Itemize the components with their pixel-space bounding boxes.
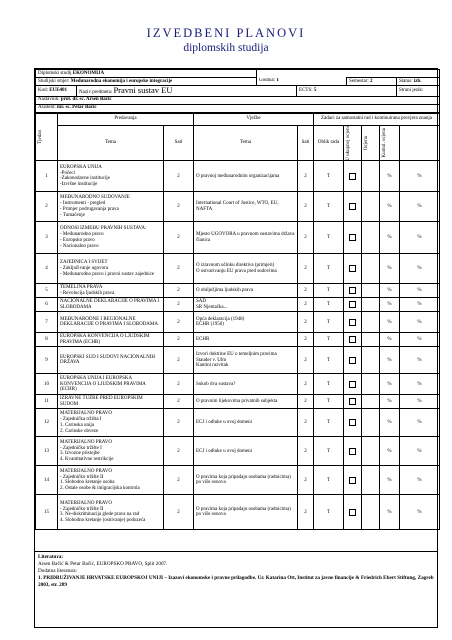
col-exercise-topic: Tema [194,125,298,161]
status-value: izb. [413,78,422,84]
colloquium-cell: % [417,357,422,363]
checkbox-icon [349,319,356,326]
exercise-hours-cell: 2 [304,266,307,272]
exercise-hours-cell: 2 [304,302,307,308]
checkbox-icon [349,419,356,426]
plan-form [34,68,438,552]
col-lecture-topic: Tema [58,125,164,161]
code-label: Kod: [38,88,48,93]
empty-cell [362,374,380,395]
literature-additional-label: Dodatna literatura: [38,568,78,575]
lecture-topic-cell: MEĐUNARODNE I REGIONALNE DEKLARACIJE O PRAVIMA I SLOBODAMA [60,316,158,328]
exercise-topic-cell: Izvori doktrine EU o temeljnim pravima Stauder v. Ulm Kantini razvitak [196,351,277,369]
col-lecture-hours: Sati [164,125,194,161]
col-exercise-hours: Sati [298,125,314,161]
table-row [36,347,440,374]
exercise-hours-cell: 2 [304,381,307,387]
assistant-value: mr. sc. Petar Bačić [57,105,97,111]
literature-main: Arsen Bačić & Petar Bačić, EUROPSKO PRAVO, Split 2007. [38,561,168,568]
form-cell: T [326,420,331,426]
col-exercises: Vježbe [194,113,314,125]
col-lectures: Predavanja [58,113,194,125]
empty-cell [362,284,380,298]
week-cell: 15 [44,509,49,515]
exercise-topic-cell: O pravnim lijekovima privatnih subjekta [196,399,278,405]
col-form: Oblik rada [314,125,344,161]
share-cell: % [387,337,392,343]
lecture-hours-cell: 2 [177,319,180,325]
table-row [36,437,440,466]
share-cell: % [387,173,392,179]
lecture-hours-cell: 2 [177,337,180,343]
share-cell: % [387,357,392,363]
lecture-topic-cell: MATERIJALNO PRAVO - Zajedničko tržište II 1. Slobodno kretanje osoba 2. Ostale osobe & imigracijska kontrola [60,468,140,492]
teacher-value: prof. dr. sc. Arsen Bačić [60,97,112,103]
col-grading: Ocjena [364,136,370,151]
exercise-topic-cell: ECHR [196,337,210,343]
week-cell: 9 [45,357,48,363]
form-cell: T [326,448,331,454]
form-cell: T [326,235,331,241]
week-cell: 6 [45,302,48,308]
empty-cell [362,495,380,530]
lecture-hours-cell: 2 [177,173,180,179]
lecture-topic-cell: NACIONALNE DEKLARACIJE O PRAVIMA I SLOBODAMA [60,299,160,310]
exercise-topic-cell: SAD SR Njemačka... [196,299,228,310]
week-cell: 5 [45,288,48,294]
literature-additional: 1. PRIDRUŽIVANJE HRVATSKE EUROPSKOJ UNIJI – Izazovi ekonomske i pravne prilagodbe. Ur. Katarina Ott, Institut za javne financije & Friedrich Ebert Stiftung, Zagreb 2003, str. 289 [38,575,434,589]
literature-section [34,552,438,628]
table-row [36,495,440,530]
share-cell: % [387,288,392,294]
empty-cell [362,437,380,466]
ects-value: 5 [313,88,317,93]
form-cell: T [326,399,331,405]
form-cell: T [326,302,331,308]
table-row [36,254,440,284]
semester-value: 2 [369,78,373,84]
table-row [36,312,440,333]
lecture-hours-cell: 2 [177,288,180,294]
colloquium-cell: % [417,420,422,426]
checkbox-icon [349,234,356,241]
exercise-topic-cell: ECJ i odluke u ovoj domeni [196,448,252,454]
lecture-hours-cell: 2 [177,448,180,454]
year-label: Godina: [259,78,276,84]
exercise-hours-cell: 2 [304,204,307,210]
table-row [36,395,440,409]
lecture-hours-cell: 2 [177,266,180,272]
checkbox-icon [349,398,356,405]
exercise-hours-cell: 2 [304,173,307,179]
table-row [36,222,440,254]
literature-label: Literatura: [38,554,64,560]
week-cell: 12 [44,420,49,426]
lecture-hours-cell: 2 [177,204,180,210]
lecture-topic-cell: MEĐUNARODNO SUDOVANJE - Instrumenti - pregled - Primjer podrugavanja prava - Tumačenje [60,195,130,218]
table-row [36,374,440,395]
colloquium-cell: % [417,204,422,210]
share-cell: % [387,302,392,308]
empty-cell [362,347,380,374]
checkbox-icon [349,357,356,364]
checkbox-icon [349,448,356,455]
week-cell: 11 [44,399,49,405]
exercise-topic-cell: O obilježjima ljudskih prava [196,288,254,294]
colloquium-cell: % [417,477,422,483]
lecture-topic-cell: EUROPSKA UNIJA I EUROPSKA KONVENCIJA O LJUDSKIM PRAVIMA (ECHR) [60,375,146,393]
week-cell: 4 [45,266,48,272]
direction-value: Međunarodna ekonomija i europske integracije [70,78,173,84]
share-cell: % [387,448,392,454]
lecture-topic-cell: IZRAVNE TUŽBE PRED EUROPSKIM SUDOM [60,396,143,407]
week-cell: 13 [44,448,49,454]
checkbox-icon [349,301,356,308]
exercise-hours-cell: 2 [304,420,307,426]
study-value: EKONOMIJA [72,70,105,76]
lecture-topic-cell: ZAJEDNICA I SVIJET - Zaključivanje ugovora - Međunarodno pravo i pravni sustav zajednice [60,260,155,277]
empty-cell [362,222,380,254]
week-cell: 3 [45,235,48,241]
checkbox-icon [349,477,356,484]
semester-label: Semestar: [349,78,369,84]
course-value: Pravni sustav EU [113,85,173,95]
colloquium-cell: % [417,448,422,454]
empty-cell [362,466,380,495]
empty-cell [362,254,380,284]
page-title: IZVEDBENI PLANOVI [146,26,306,40]
checkbox-icon [349,381,356,388]
exercise-topic-cell: ECJ i odluke u ovoj domeni [196,420,252,426]
exercise-topic-cell: Opća deklaracija (1948) ECHR (1950) [196,316,245,328]
header-table [35,69,440,113]
exercise-hours-cell: 2 [304,509,307,515]
form-cell: T [326,204,331,210]
colloquium-cell: % [417,509,422,515]
exercise-topic-cell: Mjesto UGOVORA u pravnom sustavima država članica [196,232,295,243]
share-cell: % [387,477,392,483]
form-cell: T [326,288,331,294]
colloquium-cell: % [417,319,422,325]
week-cell: 14 [44,477,49,483]
exercise-topic-cell: O izravnom učinku direktiva (primjeri) O ostvarivanju EU prava pred sudovima [196,263,277,274]
share-cell: % [387,204,392,210]
empty-cell [362,192,380,222]
form-cell: T [326,173,331,179]
lecture-topic-cell: MATERIJALNO PRAVO - Zajedničko tržište II 3. Ne-diskriminacija glede prava na rad 4. Slobodno kretanje (osnivanje) poduzeća [60,500,146,524]
empty-cell [362,409,380,437]
exercise-hours-cell: 2 [304,357,307,363]
year-value: 1 [276,78,279,84]
page-subtitle: diplomskih studija [183,42,269,54]
form-cell: T [326,319,331,325]
lecture-topic-cell: EUROPSKA KONVENCIJA O LJUDSKIM PRAVIMA (ECHR) [60,334,150,345]
empty-cell [362,298,380,312]
direction-label: Studijski smjer: [38,78,70,84]
exercise-hours-cell: 2 [304,288,307,294]
share-cell: % [387,235,392,241]
lecture-hours-cell: 2 [177,381,180,387]
schedule-table [35,113,440,531]
form-cell: T [326,266,331,272]
empty-cell [362,395,380,409]
assistant-label: Asistent: [38,105,56,111]
colloquium-cell: % [417,399,422,405]
study-label: Diplomski studij [38,70,72,76]
exercise-hours-cell: 2 [304,448,307,454]
lecture-hours-cell: 2 [177,399,180,405]
lecture-topic-cell: ODNOSI IZMEĐU PRAVNIH SUSTAVA: - Međunarodno pravo - Europsko pravo - Nacionalno pravo [60,226,147,249]
checkbox-icon [349,203,356,210]
table-row [36,409,440,437]
week-cell: 8 [45,337,48,343]
lecture-topic-cell: EUROPSKA UNIJA -Počeci -Zakonodavne institucije -Izvršne institucije [60,164,110,188]
share-cell: % [387,420,392,426]
exercise-hours-cell: 2 [304,319,307,325]
table-row [36,192,440,222]
exercise-topic-cell: O pravnoj međunarodnim organizacijama [196,173,280,179]
checkbox-icon [349,287,356,294]
form-cell: T [326,357,331,363]
colloquium-cell: % [417,337,422,343]
exercise-topic-cell: Sukob dva sustava? [196,381,236,387]
exercise-topic-cell: O pravima koja pripadaju osobama (radnicima) po više osnova [196,506,291,518]
status-label: Status: [399,78,413,84]
share-cell: % [387,399,392,405]
exercise-hours-cell: 2 [304,235,307,241]
table-row [36,466,440,495]
teacher-label: Nastavnik: [38,97,60,103]
table-row [36,298,440,312]
colloquium-cell: % [417,302,422,308]
lecture-hours-cell: 2 [177,509,180,515]
checkbox-icon [349,173,356,180]
form-cell: T [326,381,331,387]
empty-cell [362,312,380,333]
colloquium-cell: % [417,173,422,179]
colloquium-cell: % [417,381,422,387]
lecture-hours-cell: 2 [177,420,180,426]
table-row [36,161,440,192]
checkbox-icon [349,265,356,272]
foreign-label: Strani jezik: [399,88,424,93]
table-row [36,284,440,298]
ects-label: ECTS: [299,88,313,93]
col-week: Tjedan [38,130,43,145]
checkbox-icon [349,509,356,516]
exercise-topic-cell: O pravima koja pripadaju osobama (radnicima) po više osnova [196,474,291,486]
share-cell: % [387,381,392,387]
lecture-topic-cell: EUROPSKI SUD I SUDOVI NACIONALNIH DRŽAVA [60,354,155,366]
code-value: EUE401 [49,88,68,93]
course-label: Naziv predmeta: [79,90,113,95]
lecture-hours-cell: 2 [177,477,180,483]
lecture-topic-cell: TEMELJNA PRAVA - Revolucija ljudskih prava [60,285,115,296]
colloquium-cell: % [417,288,422,294]
lecture-hours-cell: 2 [177,357,180,363]
col-share: U ukupnoj ocjeni [346,125,352,161]
lecture-hours-cell: 2 [177,302,180,308]
week-cell: 10 [44,381,49,387]
share-cell: % [387,509,392,515]
exercise-topic-cell: International Court of Justice, WTO, EU, NAFTA [196,201,279,212]
lecture-hours-cell: 2 [177,235,180,241]
week-cell: 2 [45,204,48,210]
exercise-hours-cell: 2 [304,477,307,483]
table-row [36,333,440,347]
col-colloquium: Kumul. ocjena [382,128,388,158]
checkbox-icon [349,336,356,343]
week-cell: 1 [45,173,48,179]
empty-cell [362,161,380,192]
form-cell: T [326,509,331,515]
week-cell: 7 [45,319,48,325]
form-cell: T [326,337,331,343]
colloquium-cell: % [417,235,422,241]
share-cell: % [387,266,392,272]
form-cell: T [326,477,331,483]
exercise-hours-cell: 2 [304,399,307,405]
share-cell: % [387,319,392,325]
col-tasks: Zadaci za samostalni rad i kontinuirana provjera znanja [314,113,440,125]
lecture-topic-cell: MATERIJALNO PRAVO - Zajedničko tržište I 3. Izvozne pristojbe 4. Kvantitativne restrikcije [60,439,114,463]
exercise-hours-cell: 2 [304,337,307,343]
empty-cell [362,333,380,347]
colloquium-cell: % [417,266,422,272]
lecture-topic-cell: MATERIJALNO PRAVO - Zajednička tržišta I 1. Carinska unija 2. Carinske obveze [60,411,112,434]
